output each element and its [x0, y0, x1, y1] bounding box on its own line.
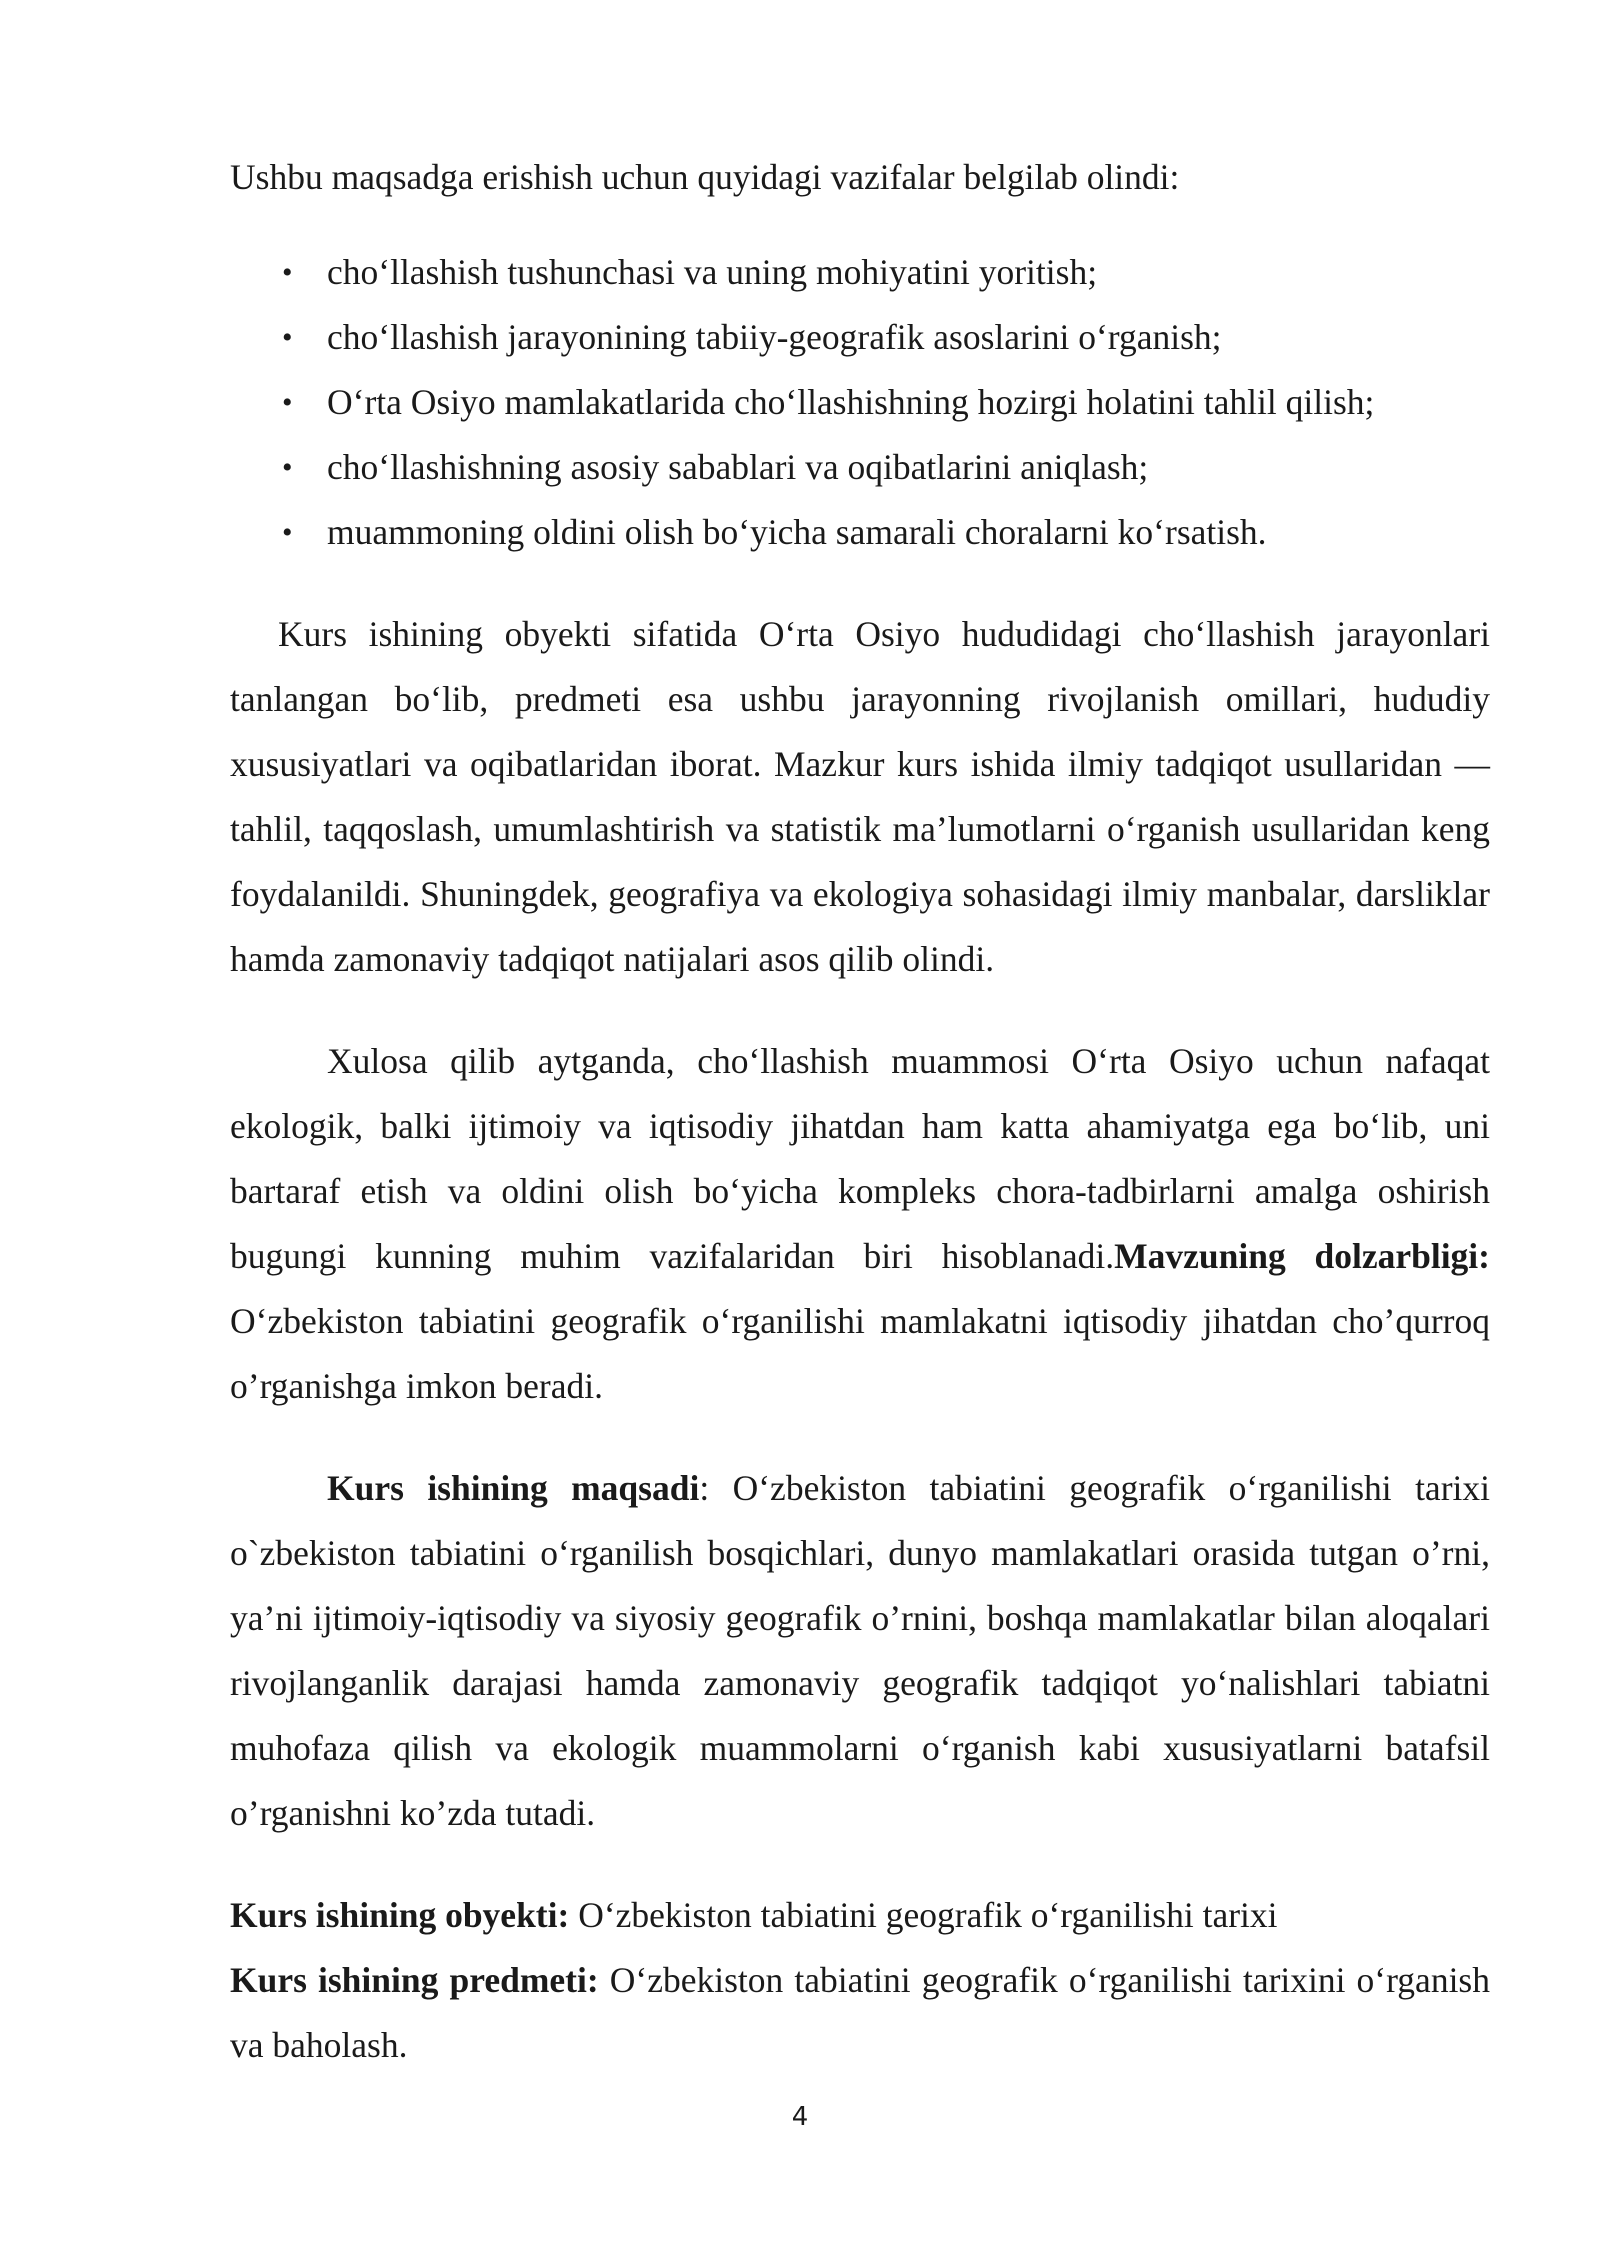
- bullet-icon: •: [282, 451, 293, 484]
- list-item-text: cho‘llashishning asosiy sabablari va oqibatlarini aniqlash;: [327, 447, 1149, 487]
- list-item: [230, 435, 1490, 500]
- list-item: [230, 500, 1490, 565]
- bullet-icon: •: [282, 321, 293, 354]
- course-object-line: [230, 1883, 1490, 1948]
- conclusion-paragraph: [230, 1029, 1490, 1419]
- list-item-text: cho‘llashish jarayonining tabiiy-geografik asoslarini o‘rganish;: [327, 317, 1222, 357]
- list-item: [230, 370, 1490, 435]
- list-item: [230, 240, 1490, 305]
- task-list: [230, 240, 1490, 565]
- relevance-text: O‘zbekiston tabiatini geografik o‘rganilishi mamlakatni iqtisodiy jihatdan cho’qurroq o’rganishga imkon beradi.: [230, 1301, 1490, 1406]
- subject-text: O‘zbekiston tabiatini geografik o‘rganilishi tarixini o‘rganish va baholash.: [230, 1960, 1490, 2065]
- object-text: O‘zbekiston tabiatini geografik o‘rganilishi tarixi: [569, 1895, 1278, 1935]
- conclusion-text: Xulosa qilib aytganda, cho‘llashish muammosi O‘rta Osiyo uchun nafaqat ekologik, balki ijtimoiy va iqtisodiy jihatdan ham katta ahamiyatga ega bo‘lib, uni bartaraf etish va oldini olish bo‘yicha kompleks chora-tadbirlarni amalga oshirish bugungi kunning muhim vazifalaridan biri hisoblanadi.: [230, 1041, 1490, 1276]
- list-item-text: cho‘llashish tushunchasi va uning mohiyatini yoritish;: [327, 252, 1098, 292]
- document-page: [230, 145, 1490, 2078]
- page-number: 4: [791, 2102, 809, 2132]
- subject-label: Kurs ishining predmeti:: [230, 1960, 599, 2000]
- intro-text: Ushbu maqsadga erishish uchun quyidagi vazifalar belgilab olindi:: [230, 157, 1180, 197]
- goal-label: Kurs ishining maqsadi: [327, 1468, 700, 1508]
- bullet-icon: •: [282, 256, 293, 289]
- object-label: Kurs ishining obyekti:: [230, 1895, 570, 1935]
- goal-text: : O‘zbekiston tabiatini geografik o‘rganilishi tarixi o`zbekiston tabiatini o‘rganilish bosqichlari, dunyo mamlakatlari orasida tutgan o’rni, ya’ni ijtimoiy-iqtisodiy va siyosiy geografik o’rnini, boshqa mamlakatlar bilan aloqalari rivojlanganlik darajasi hamda zamonaviy geografik tadqiqot yo‘nalishlari tabiatni muhofaza qilish va ekologik muammolarni o‘rganish kabi xususiyatlarni batafsil o’rganishni ko’zda tutadi.: [230, 1468, 1490, 1833]
- bullet-icon: •: [282, 386, 293, 419]
- list-item-text: muammoning oldini olish bo‘yicha samarali choralarni ko‘rsatish.: [327, 512, 1267, 552]
- bullet-icon: •: [282, 516, 293, 549]
- object-paragraph: Kurs ishining obyekti sifatida O‘rta Osiyo hududidagi cho‘llashish jarayonlari tanlangan bo‘lib, predmeti esa ushbu jarayonning rivojlanish omillari, hududiy xususiyatlari va oqibatlaridan iborat. Mazkur kurs ishida ilmiy tadqiqot usullaridan — tahlil, taqqoslash, umumlashtirish va statistik ma’lumotlarni o‘rganish usullaridan keng foydalanildi. Shuningdek, geografiya va ekologiya sohasidagi ilmiy manbalar, darsliklar hamda zamonaviy tadqiqot natijalari asos qilib olindi.: [230, 614, 1490, 979]
- goal-paragraph: [230, 1456, 1490, 1846]
- list-item: [230, 305, 1490, 370]
- list-item-text: O‘rta Osiyo mamlakatlarida cho‘llashishning hozirgi holatini tahlil qilish;: [327, 382, 1375, 422]
- course-subject-paragraph: [230, 1948, 1490, 2078]
- relevance-label: Mavzuning dolzarbligi:: [1114, 1236, 1490, 1276]
